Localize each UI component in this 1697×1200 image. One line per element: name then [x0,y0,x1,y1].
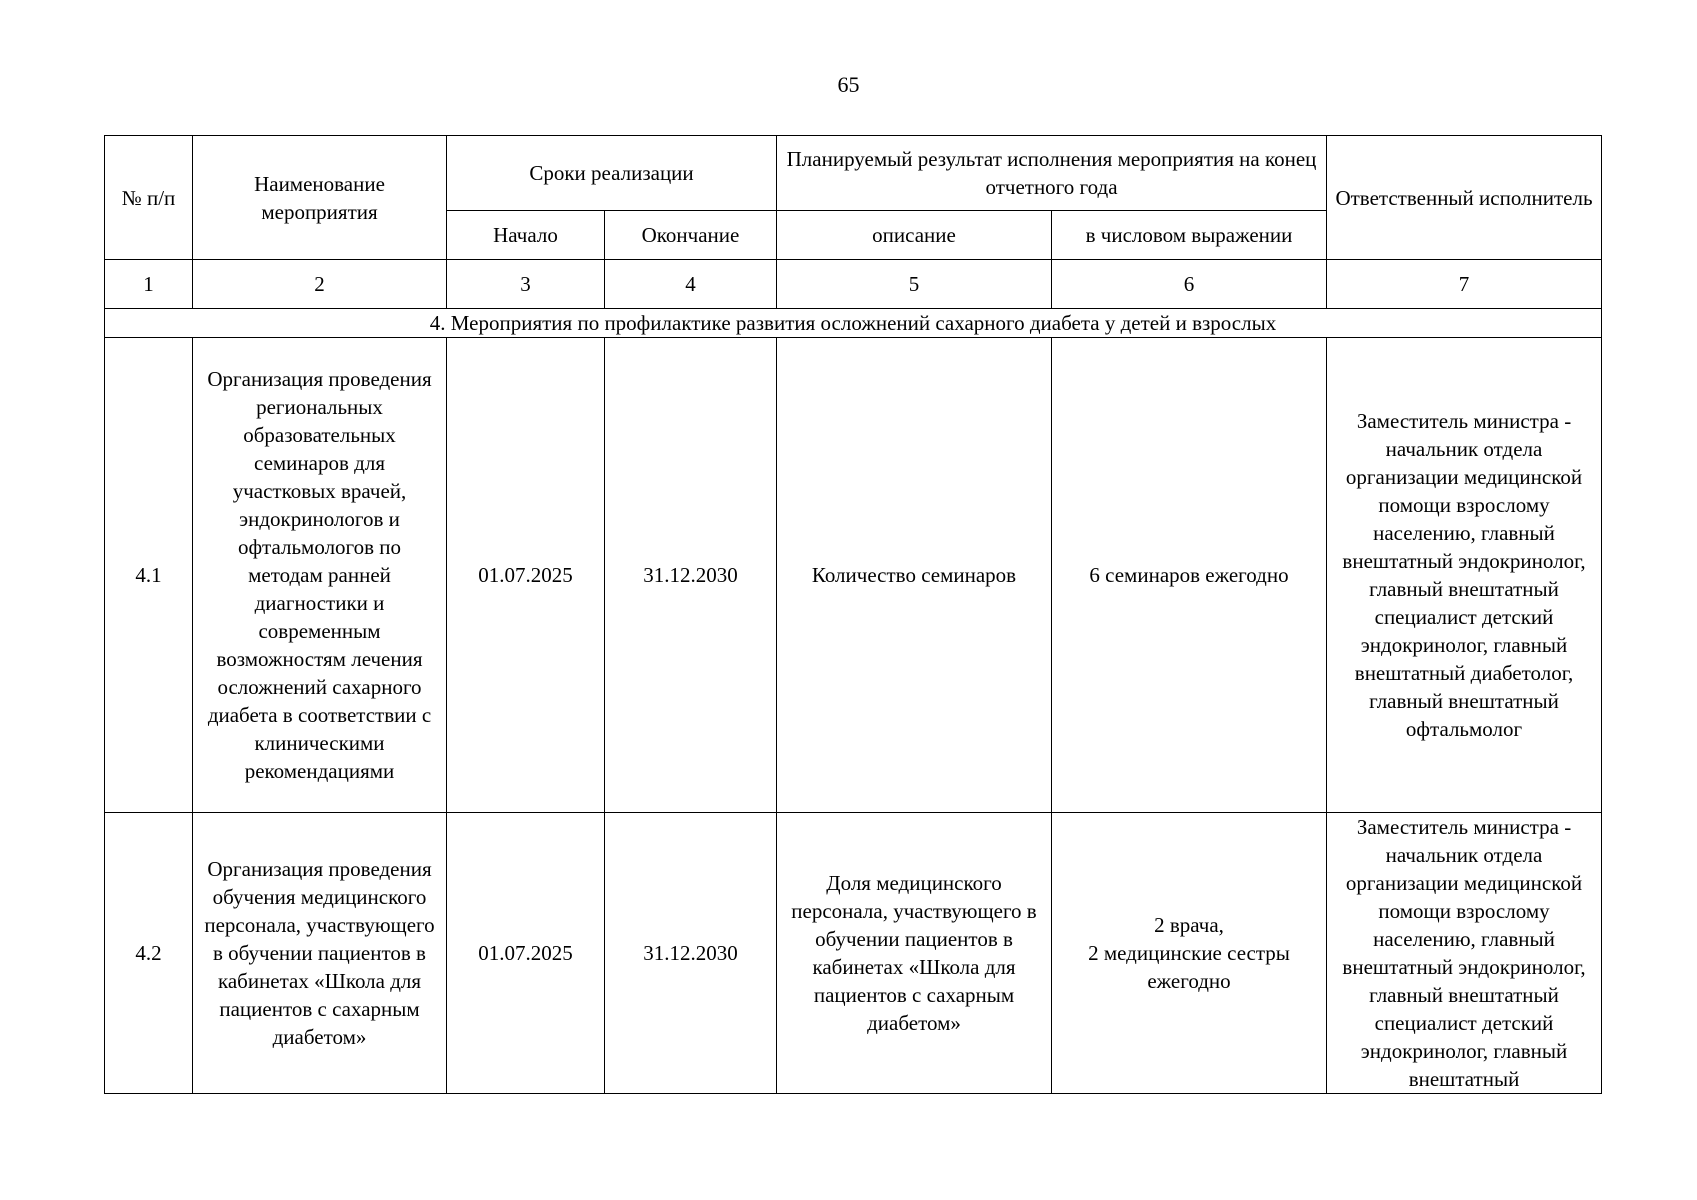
header-terms: Сроки реализации [447,136,777,211]
section-row [105,309,1602,338]
row-description: Количество семинаров [777,338,1052,813]
row-start: 01.07.2025 [447,813,605,1094]
activities-table [104,135,1602,1094]
column-number: 3 [447,260,605,309]
header-responsible: Ответственный исполнитель [1327,136,1602,260]
row-numeric [1052,813,1327,1094]
column-number: 2 [193,260,447,309]
header-row [105,136,1602,211]
row-end: 31.12.2030 [605,813,777,1094]
header-numeric: в числовом выражении [1052,211,1327,260]
header-start: Начало [447,211,605,260]
column-number: 6 [1052,260,1327,309]
column-numbers-row [105,260,1602,309]
header-num: № п/п [105,136,193,260]
table-row [105,338,1602,813]
header-name: Наименование мероприятия [193,136,447,260]
column-number: 5 [777,260,1052,309]
header-result: Планируемый результат исполнения мероприятия на конец отчетного года [777,136,1327,211]
table-row [105,813,1602,1094]
numeric-line: 2 врача, [1154,913,1224,937]
section-title: 4. Мероприятия по профилактике развития осложнений сахарного диабета у детей и взрослых [105,309,1602,338]
row-responsible: Заместитель министра - начальник отдела организации медицинской помощи взрослому населению, главный внештатный эндокринолог, главный внештатный специалист детский эндокринолог, главный внештатный [1327,813,1602,1094]
row-num: 4.1 [105,338,193,813]
page-number: 65 [837,72,860,97]
row-num: 4.2 [105,813,193,1094]
column-number: 1 [105,260,193,309]
column-number: 4 [605,260,777,309]
header-description: описание [777,211,1052,260]
row-start: 01.07.2025 [447,338,605,813]
row-numeric: 6 семинаров ежегодно [1052,338,1327,813]
row-description: Доля медицинского персонала, участвующего в обучении пациентов в кабинетах «Школа для пациентов с сахарным диабетом» [777,813,1052,1094]
header-end: Окончание [605,211,777,260]
row-responsible: Заместитель министра - начальник отдела организации медицинской помощи взрослому населению, главный внештатный эндокринолог, главный внештатный специалист детский эндокринолог, главный внештатный диабетолог, главный внештатный офтальмолог [1327,338,1602,813]
row-name: Организация проведения обучения медицинского персонала, участвующего в обучении пациентов в кабинетах «Школа для пациентов с сахарным диабетом» [193,813,447,1094]
column-number: 7 [1327,260,1602,309]
numeric-line: 2 медицинские сестры [1088,941,1290,965]
row-end: 31.12.2030 [605,338,777,813]
row-name: Организация проведения региональных образовательных семинаров для участковых врачей, эндокринологов и офтальмологов по методам ранней диагностики и современным возможностям лечения осложнений сахарного диабета в соответствии с клиническими рекомендациями [193,338,447,813]
numeric-line: ежегодно [1147,969,1231,993]
